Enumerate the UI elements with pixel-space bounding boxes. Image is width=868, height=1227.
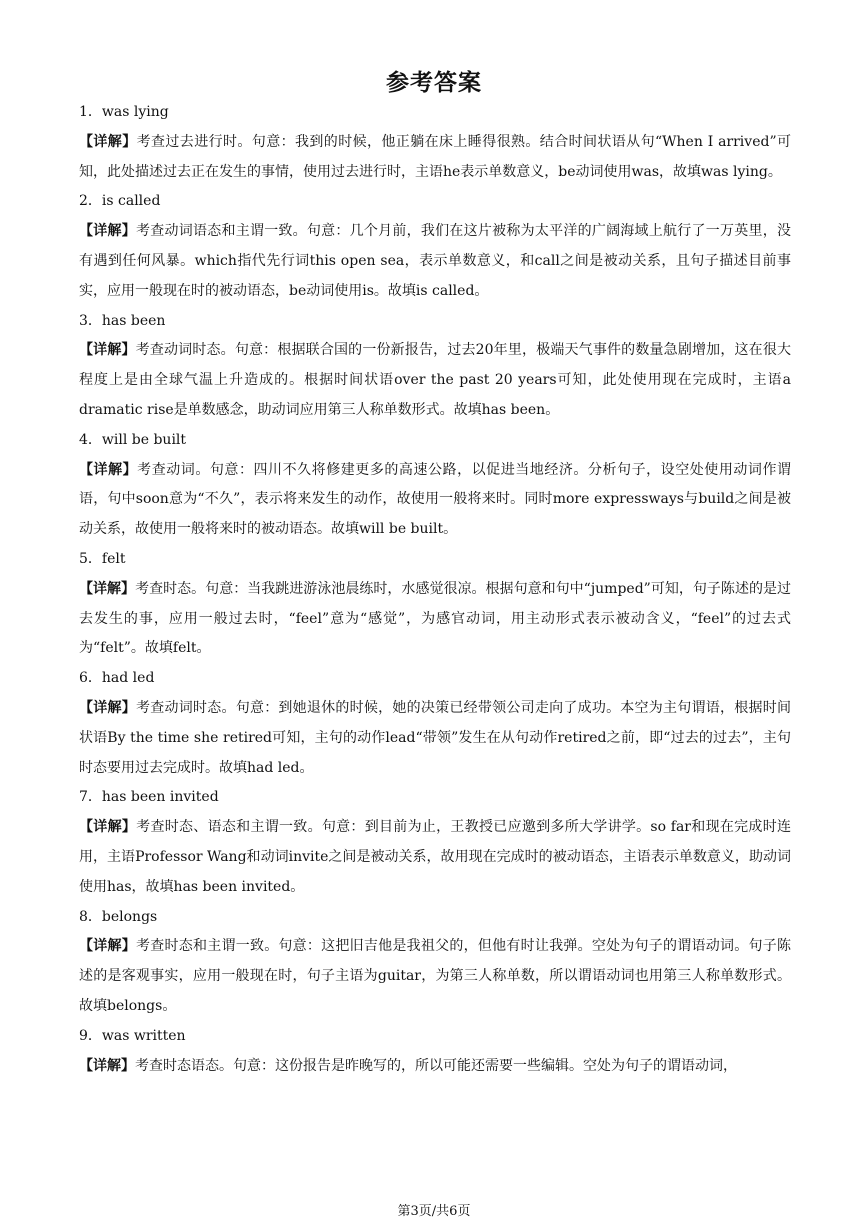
answer-5-head: 5．felt bbox=[79, 550, 126, 567]
explanation-tag: 【详解】 bbox=[79, 342, 136, 359]
answer-2-explanation bbox=[79, 217, 791, 306]
answer-1-text: 考查过去进行时。句意：我到的时候，他正躺在床上睡得很熟。结合时间状语从句“When I arrived”可知，此处描述过去正在发生的事情，使用过去进行时，主语he表示单数意义，be动词使用was，故填was lying。 bbox=[79, 133, 791, 180]
answer-list bbox=[79, 98, 791, 1081]
answer-9-explanation bbox=[79, 1052, 791, 1082]
answer-7-text: 考查时态、语态和主谓一致。句意：到目前为止，王教授已应邀到多所大学讲学。so far和现在完成时连用，主语Professor Wang和动词invite之间是被动关系，故用现在完成时的被动语态，主语表示单数意义，助动词使用has，故填has been invited。 bbox=[79, 819, 791, 895]
answer-9-text: 考查时态语态。句意：这份报告是昨晚写的，所以可能还需要一些编辑。空处为句子的谓语动词， bbox=[135, 1057, 737, 1074]
answer-3-text: 考查动词时态。句意：根据联合国的一份新报告，过去20年里，极端天气事件的数量急剧增加，这在很大程度上是由全球气温上升造成的。根据时间状语over the past 20 years可知，此处使用现在完成时，主语a dramatic rise是单数感念，助动词应用第三人称单数形式。故填has been。 bbox=[79, 342, 792, 418]
explanation-tag: 【详解】 bbox=[79, 938, 136, 955]
explanation-tag: 【详解】 bbox=[79, 580, 136, 597]
explanation-tag: 【详解】 bbox=[79, 133, 137, 150]
answer-5-explanation bbox=[79, 575, 791, 664]
answer-9-head: 9．was written bbox=[79, 1027, 186, 1044]
explanation-tag: 【详解】 bbox=[79, 1057, 135, 1074]
answer-6-head: 6．had led bbox=[79, 670, 155, 687]
answer-1-head: 1．was lying bbox=[79, 104, 169, 120]
explanation-tag: 【详解】 bbox=[79, 223, 136, 240]
explanation-tag: 【详解】 bbox=[79, 699, 136, 716]
page-title: 参考答案 bbox=[386, 70, 482, 96]
answer-3-head: 3．has been bbox=[79, 312, 166, 329]
answer-1-explanation bbox=[79, 128, 791, 188]
answer-7-explanation bbox=[79, 813, 791, 902]
answer-8-head: 8．belongs bbox=[79, 908, 158, 925]
answer-4-text: 考查动词。句意：四川不久将修建更多的高速公路，以促进当地经济。分析句子，设空处使用动词作谓语，句中soon意为“不久”，表示将来发生的动作，故使用一般将来时。同时more expressways与build之间是被动关系，故使用一般将来时的被动语态。故填will be built。 bbox=[79, 461, 792, 538]
answer-2-head: 2．is called bbox=[79, 193, 161, 210]
answer-5-text: 考查时态。句意：当我跳进游泳池晨练时，水感觉很凉。根据句意和句中“jumped”可知，句子陈述的是过去发生的事，应用一般过去时，“feel”意为“感觉”，为感官动词，用主动形式表示被动含义，“feel”的过去式为“felt”。故填felt。 bbox=[79, 580, 792, 657]
answer-6-explanation bbox=[79, 694, 791, 783]
answer-2-text: 考查动词语态和主谓一致。句意：几个月前，我们在这片被称为太平洋的广阔海域上航行了一万英里，没有遇到任何风暴。which指代先行词this open sea，表示单数意义，和call之间是被动关系，且句子描述目前事实，应用一般现在时的被动语态，be动词使用is。故填is called。 bbox=[79, 223, 792, 299]
answer-8-explanation bbox=[79, 932, 791, 1021]
page-number: 第3页/共6页 bbox=[397, 1204, 471, 1219]
answer-6-text: 考查动词时态。句意：到她退休的时候，她的决策已经带领公司走向了成功。本空为主句谓语，根据时间状语By the time she retired可知，主句的动作lead“带领”发生在从句动作retired之前，即“过去的过去”，主句时态要用过去完成时。故填had led。 bbox=[79, 699, 792, 776]
answer-4-head: 4．will be built bbox=[79, 431, 187, 448]
answer-4-explanation bbox=[79, 456, 791, 545]
answer-8-text: 考查时态和主谓一致。句意：这把旧吉他是我祖父的，但他有时让我弹。空处为句子的谓语动词。句子陈述的是客观事实，应用一般现在时，句子主语为guitar，为第三人称单数，所以谓语动词也用第三人称单数形式。故填belongs。 bbox=[79, 938, 792, 1014]
answer-3-explanation bbox=[79, 336, 791, 425]
explanation-tag: 【详解】 bbox=[79, 461, 138, 478]
answer-7-head: 7．has been invited bbox=[79, 789, 219, 806]
explanation-tag: 【详解】 bbox=[79, 819, 137, 836]
